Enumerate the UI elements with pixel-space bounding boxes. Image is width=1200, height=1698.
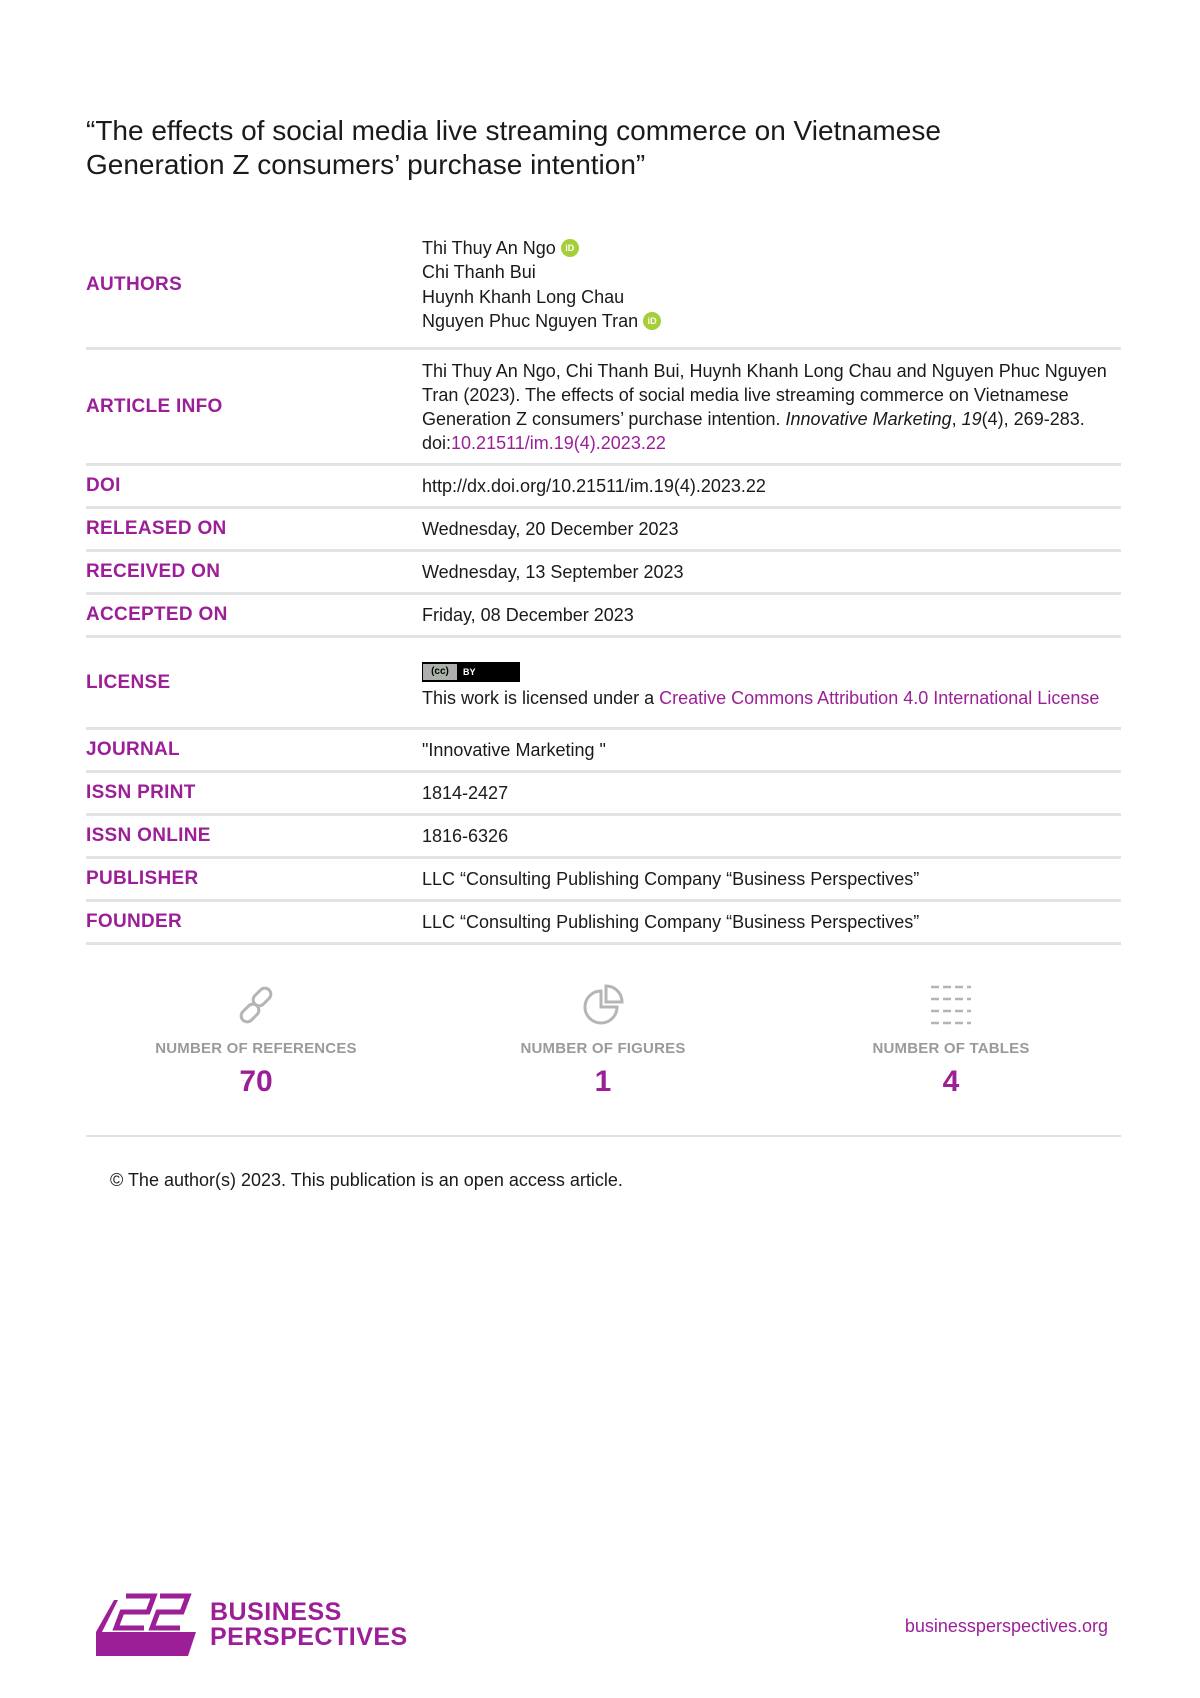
publisher-value: LLC “Consulting Publishing Company “Business Perspectives” (422, 869, 920, 889)
issn-print-label: ISSN PRINT (86, 782, 196, 803)
pie-chart-icon (473, 980, 733, 1030)
citation-rest: (4), 269-283. doi: (422, 408, 1085, 453)
citation-text (422, 359, 1121, 455)
license-link[interactable]: Creative Commons Attribution 4.0 International License (659, 687, 1100, 708)
author-name: Huynh Khanh Long Chau (422, 286, 625, 307)
founder-label: FOUNDER (86, 911, 183, 932)
author-item (422, 285, 1121, 310)
accepted-row (86, 595, 1121, 638)
stat-figures (473, 980, 733, 1099)
article-title (86, 114, 1096, 182)
released-value: Wednesday, 20 December 2023 (422, 519, 679, 539)
author-item (422, 309, 1121, 334)
cc-badge-mark: (cc) (423, 664, 457, 680)
journal-label: JOURNAL (86, 739, 180, 760)
journal-value: "Innovative Marketing " (422, 740, 606, 760)
chain-link-icon (126, 980, 386, 1030)
publisher-label: PUBLISHER (86, 868, 199, 889)
citation-journal: Innovative Marketing (785, 408, 952, 429)
title-line-1: “The effects of social media live streaming commerce on Vietnamese (86, 115, 941, 146)
author-item (422, 260, 1121, 285)
references-label: NUMBER OF REFERENCES (155, 1040, 357, 1057)
publisher-row (86, 859, 1121, 902)
tables-count: 4 (942, 1065, 960, 1098)
article-info-table (86, 222, 1121, 945)
issn-online-label: ISSN ONLINE (86, 825, 211, 846)
doi-label: DOI (86, 475, 121, 496)
license-value (422, 656, 1121, 710)
logo-line-1: BUSINESS (210, 1598, 342, 1626)
citation-comma: , (951, 408, 962, 429)
doi-value[interactable]: http://dx.doi.org/10.21511/im.19(4).2023.22 (422, 476, 766, 496)
stat-tables (821, 980, 1081, 1099)
license-text: This work is licensed under a (422, 687, 660, 708)
footer-website-link[interactable]: businessperspectives.org (904, 1616, 1108, 1636)
issn-print-row (86, 773, 1121, 816)
logo-wordmark (210, 1600, 408, 1650)
title-line-2: Generation Z consumers’ purchase intention” (86, 149, 646, 180)
orcid-icon[interactable]: iD (643, 312, 661, 330)
logo-line-2: PERSPECTIVES (210, 1623, 408, 1651)
article-stats (86, 980, 1121, 1137)
figures-label: NUMBER OF FIGURES (520, 1040, 686, 1057)
founder-row (86, 902, 1121, 945)
business-perspectives-logo[interactable] (96, 1590, 408, 1660)
article-info-label: ARTICLE INFO (86, 395, 223, 417)
bp-logo-icon (96, 1590, 196, 1660)
copyright-notice: © The author(s) 2023. This publication is an open access article. (110, 1170, 623, 1190)
references-count: 70 (239, 1065, 273, 1098)
by-badge-mark: BY (463, 666, 476, 677)
license-row (86, 638, 1121, 730)
received-value: Wednesday, 13 September 2023 (422, 562, 684, 582)
accepted-value: Friday, 08 December 2023 (422, 605, 634, 625)
citation-doi-link[interactable]: 10.21511/im.19(4).2023.22 (451, 432, 666, 453)
issn-online-value: 1816-6326 (422, 826, 509, 846)
cc-by-badge-icon[interactable] (422, 662, 520, 682)
license-label: LICENSE (86, 671, 171, 693)
released-row (86, 509, 1121, 552)
journal-row (86, 730, 1121, 773)
received-row (86, 552, 1121, 595)
article-info-row (86, 350, 1121, 466)
doi-row (86, 466, 1121, 509)
author-name: Chi Thanh Bui (422, 262, 536, 283)
table-icon (821, 980, 1081, 1030)
authors-label: AUTHORS (86, 273, 183, 295)
figures-count: 1 (594, 1065, 612, 1098)
accepted-label: ACCEPTED ON (86, 604, 228, 625)
orcid-icon[interactable]: iD (561, 239, 579, 257)
stat-references (126, 980, 386, 1099)
issn-online-row (86, 816, 1121, 859)
author-name: Thi Thuy An Ngo (422, 237, 556, 258)
license-text-block (422, 686, 1121, 710)
received-label: RECEIVED ON (86, 561, 221, 582)
authors-list (422, 236, 1121, 334)
tables-label: NUMBER OF TABLES (872, 1040, 1030, 1057)
author-item (422, 236, 1121, 261)
released-label: RELEASED ON (86, 518, 227, 539)
citation-body: Thi Thuy An Ngo, Chi Thanh Bui, Huynh Khanh Long Chau and Nguyen Phuc Nguyen Tran (2023). The effects of social media live streaming commerce on Vietnamese Generation Z consumers’ purchase intention. (422, 360, 1107, 429)
author-name: Nguyen Phuc Nguyen Tran (422, 311, 639, 332)
citation-volume: 19 (961, 408, 982, 429)
authors-row (86, 222, 1121, 350)
founder-value: LLC “Consulting Publishing Company “Business Perspectives” (422, 912, 920, 932)
issn-print-value: 1814-2427 (422, 783, 509, 803)
